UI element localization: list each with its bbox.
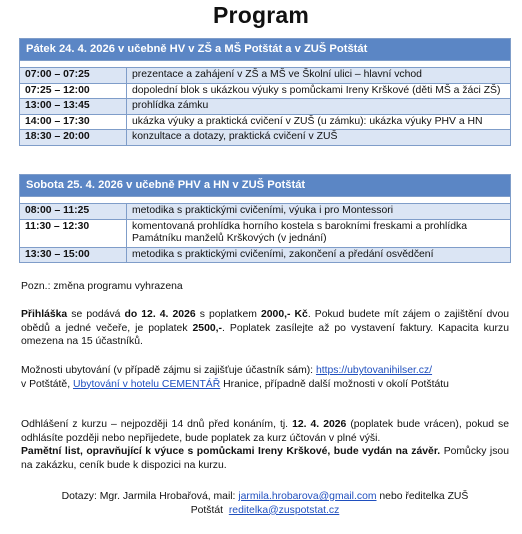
schedule-time: 07:00 – 07:25	[20, 68, 127, 83]
cancellation-date: 12. 4. 2026	[292, 419, 347, 430]
day-heading: Pátek 24. 4. 2026 v učebně HV v ZŠ a MŠ Potštát a v ZUŠ Potštát	[20, 39, 510, 61]
schedule-row	[20, 204, 510, 219]
schedule-row	[20, 68, 510, 83]
schedule-table	[20, 204, 510, 262]
schedule-row	[20, 114, 510, 130]
text-span: . Poplatek zasílejte až po vystavení faktury. Kapacita kurzu omezena na 15 účastníků.	[21, 322, 509, 348]
schedule-table	[20, 68, 510, 145]
schedule-activity: prohlídka zámku	[127, 99, 511, 115]
schedule-time: 14:00 – 17:30	[20, 114, 127, 130]
divider	[20, 61, 510, 68]
schedule-activity: ukázka výuky a praktická cvičení v ZUŠ (u zámku): ukázka výuky PHV a HN	[127, 114, 511, 130]
program-note: Pozn.: změna programu vyhrazena	[21, 281, 183, 292]
day-block-friday	[19, 38, 511, 146]
schedule-activity: komentovaná prohlídka horního kostela s barokními freskami a prohlídka Památníku manželů Krškových (v jednání)	[127, 219, 511, 247]
schedule-time: 07:25 – 12:00	[20, 83, 127, 99]
accommodation-link-hilser[interactable]: https://ubytovanihilser.cz/	[315, 365, 433, 376]
accommodation-link-cementar[interactable]: Ubytování v hotelu CEMENTÁŘ	[72, 378, 221, 390]
schedule-activity: prezentace a zahájení v ZŠ a MŠ ve Školní ulici – hlavní vchod	[127, 68, 511, 83]
schedule-time: 18:30 – 20:00	[20, 130, 127, 145]
schedule-time: 13:30 – 15:00	[20, 247, 127, 262]
email-link-reditelka[interactable]: reditelka@zuspotstat.cz	[228, 504, 340, 516]
text-span: Možnosti ubytování (v případě zájmu si zajišťuje účastník sám):	[21, 365, 316, 376]
certificate-note: Pamětní list, opravňující k výuce s pomůckami Ireny Krškové, bude vydán na závěr.	[21, 446, 441, 458]
schedule-row	[20, 83, 510, 99]
schedule-time: 08:00 – 11:25	[20, 204, 127, 219]
schedule-activity: metodika s praktickými cvičeními, zakončení a předání osvědčení	[127, 247, 511, 262]
schedule-row	[20, 99, 510, 115]
text-span: Dotazy: Mgr. Jarmila Hrobařová, mail:	[61, 491, 239, 502]
text-span: . Pokud budete mít zájem o zajištění dvou obědů a jedné večeře, je poplatek	[21, 309, 509, 334]
schedule-row	[20, 247, 510, 262]
email-link-hrobarova[interactable]: jarmila.hrobarova@gmail.com	[238, 491, 377, 502]
registration-paragraph	[21, 308, 509, 349]
accommodation-paragraph	[21, 364, 509, 391]
text-span: Pomůcky jsou na zakázku, ceník bude k dispozici na kurzu.	[21, 446, 509, 471]
schedule-activity: konzultace a dotazy, praktická cvičení v ZUŠ	[127, 130, 511, 145]
day-heading: Sobota 25. 4. 2026 v učebně PHV a HN v ZUŠ Potštát	[20, 175, 510, 197]
divider	[20, 197, 510, 204]
text-span: se podává	[67, 309, 125, 320]
schedule-time: 13:00 – 13:45	[20, 99, 127, 115]
schedule-time: 11:30 – 12:30	[20, 219, 127, 247]
text-span: s poplatkem	[195, 309, 261, 320]
schedule-activity: metodika s praktickými cvičeními, výuka i pro Montessori	[127, 204, 511, 219]
text-span: (poplatek bude vrácen), pokud se odhlásíte později nebo nepřijedete, bude poplatek za kurz účtován v plné výši.	[21, 419, 509, 444]
registration-label: Přihláška	[21, 309, 68, 320]
text-span: nebo ředitelka ZUŠ	[376, 491, 469, 502]
text-span: v Potštátě,	[21, 378, 73, 390]
schedule-activity: dopolední blok s ukázkou výuky s pomůckami Ireny Krškové (děti MŠ a žáci ZŠ)	[127, 83, 511, 99]
registration-fee-meals: 2500,-	[192, 322, 222, 334]
text-span: Hranice, případně další možnosti v okolí Potštátu	[220, 378, 449, 390]
registration-fee: 2000,- Kč	[260, 309, 308, 320]
schedule-row	[20, 130, 510, 145]
cancellation-paragraph	[21, 418, 509, 472]
schedule-row	[20, 219, 510, 247]
contacts-paragraph	[21, 490, 509, 517]
registration-deadline: do 12. 4. 2026	[124, 309, 196, 320]
text-span: Potštát	[190, 504, 229, 516]
text-span: Odhlášení z kurzu – nejpozději 14 dnů před konáním, tj.	[21, 419, 293, 430]
day-block-saturday	[19, 174, 511, 263]
page-title: Program	[213, 2, 309, 28]
